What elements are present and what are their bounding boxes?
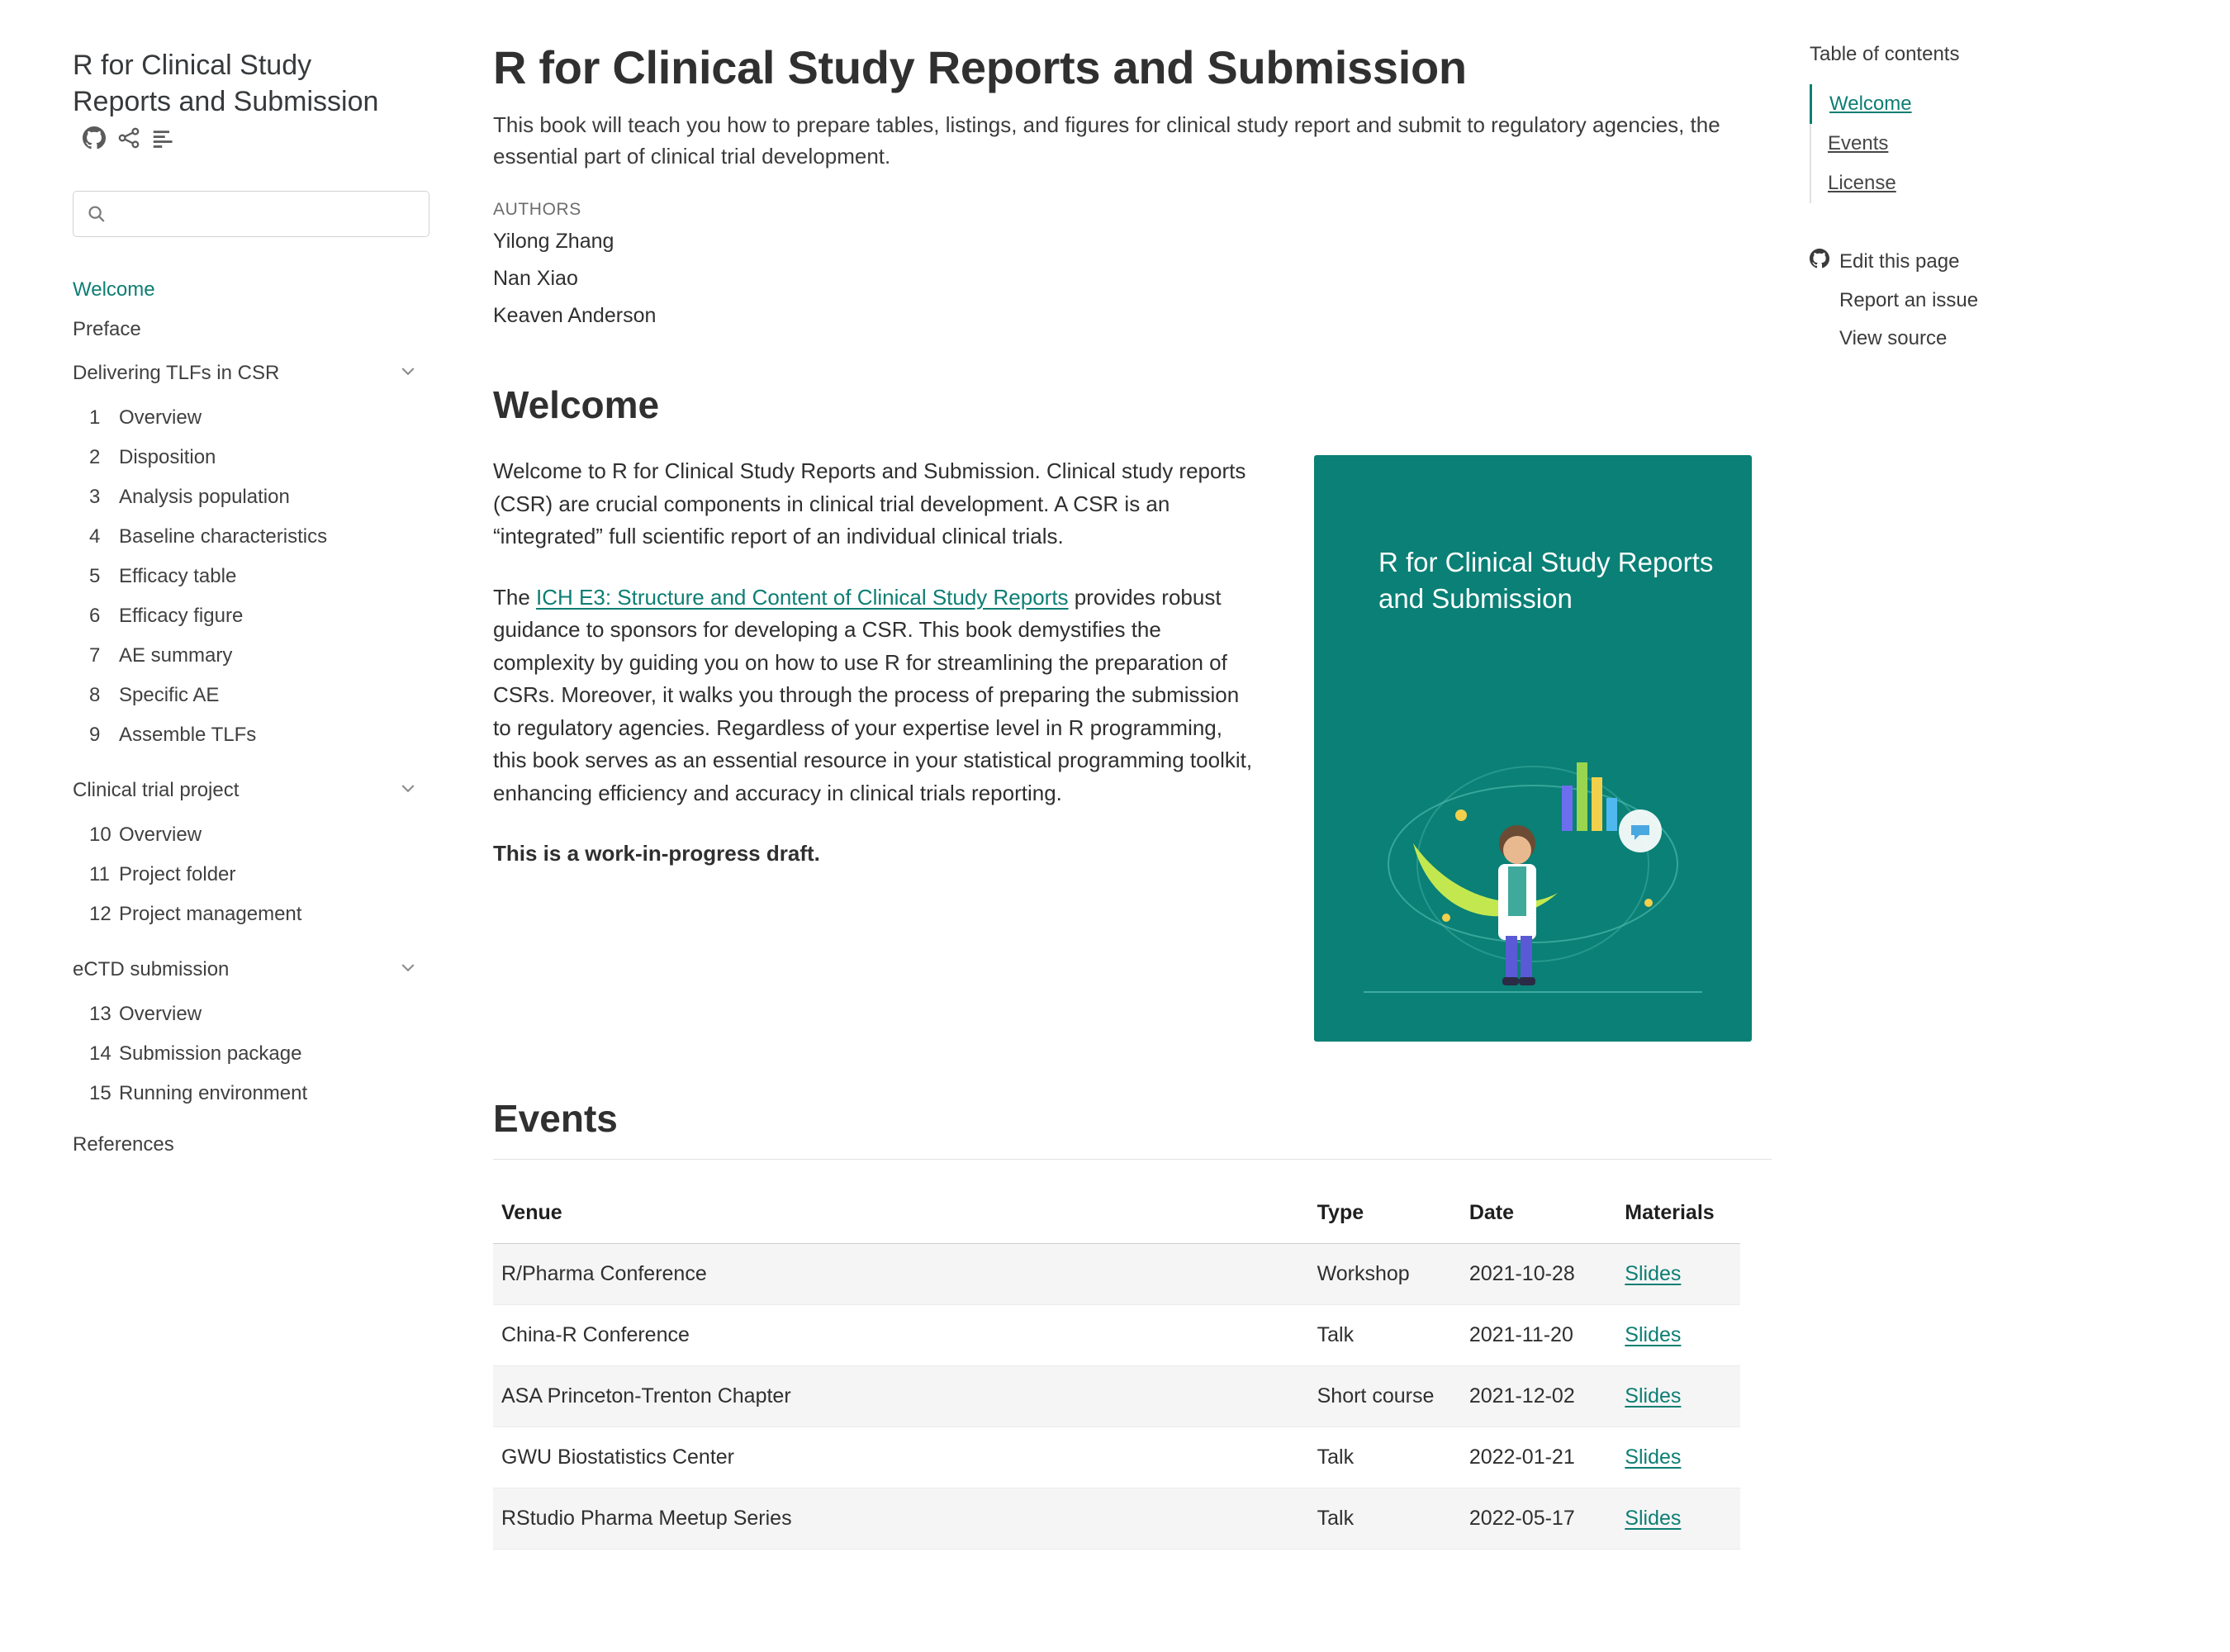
table-of-contents [1772, 0, 2201, 1652]
toc-actions [1810, 241, 2168, 358]
sidebar-group-label: eCTD submission [73, 958, 230, 981]
table-row [493, 1427, 1740, 1488]
sidebar-item-label: Disposition [119, 445, 216, 468]
view-source-action[interactable] [1810, 320, 2168, 358]
cell-date: 2021-11-20 [1461, 1305, 1616, 1366]
column-header-materials: Materials [1616, 1188, 1740, 1244]
chevron-down-icon [398, 957, 418, 983]
cell-venue: GWU Biostatistics Center [493, 1427, 1309, 1488]
sidebar-item-label: Efficacy figure [119, 604, 244, 627]
cell-date: 2021-10-28 [1461, 1244, 1616, 1305]
sidebar-item-ae-summary[interactable] [73, 636, 401, 676]
sidebar-item-analysis-population[interactable] [73, 477, 401, 517]
sidebar-item-project-management[interactable] [73, 895, 401, 934]
cell-materials [1616, 1244, 1740, 1305]
sidebar-item-label: Overview [119, 1002, 202, 1025]
cell-venue: ASA Princeton-Trenton Chapter [493, 1366, 1309, 1427]
column-header-venue: Venue [493, 1188, 1309, 1244]
cover-illustration [1314, 719, 1752, 1042]
sidebar-item-number: 2 [89, 445, 101, 468]
sidebar-item-number: 15 [89, 1081, 112, 1104]
sidebar-group-ectd-submission[interactable] [73, 946, 429, 995]
nav-spacer [73, 755, 401, 767]
column-header-date: Date [1461, 1188, 1616, 1244]
sidebar-item-number: 7 [89, 643, 101, 667]
share-icon[interactable] [117, 126, 140, 150]
sidebar-item-overview-13[interactable] [73, 995, 401, 1034]
sidebar-item-number: 1 [89, 406, 101, 429]
welcome-paragraph-1: Welcome to R for Clinical Study Reports and Submission. Clinical study reports (CSR) are crucial components in clinical trial development. A CSR is an “integrated” full scientific report of an individual clinical trials. [493, 458, 1246, 549]
cell-venue: R/Pharma Conference [493, 1244, 1309, 1305]
sidebar-item-references[interactable] [73, 1125, 401, 1165]
sidebar-item-number: 6 [89, 604, 101, 627]
sidebar-item-label: Efficacy table [119, 564, 237, 587]
sidebar-item-label: Project folder [119, 862, 236, 885]
report-an-issue-action[interactable] [1810, 282, 2168, 320]
search-icon [87, 203, 107, 225]
sidebar-group-clinical-trial-project[interactable] [73, 767, 429, 815]
chevron-down-icon [398, 361, 418, 387]
work-in-progress-note: This is a work-in-progress draft. [493, 841, 820, 866]
sidebar-item-number: 8 [89, 683, 101, 706]
sidebar-item-number: 4 [89, 525, 101, 548]
sidebar-item-overview-10[interactable] [73, 815, 401, 855]
welcome-section [493, 455, 1772, 1042]
toc-label: Table of contents [1810, 43, 1960, 65]
ich-e3-link[interactable]: ICH E3: Structure and Content of Clinical Study Reports [536, 584, 1069, 610]
cell-type: Talk [1309, 1427, 1461, 1488]
cell-materials [1616, 1488, 1740, 1550]
sidebar-item-number: 12 [89, 902, 112, 925]
edit-this-page-action[interactable] [1810, 241, 2168, 282]
page-subtitle: This book will teach you how to prepare tables, listings, and figures for clinical study report and submit to regulatory agencies, the essential part of clinical trial development. [493, 112, 1720, 169]
author-name: Yilong Zhang [493, 230, 614, 254]
cell-date: 2021-12-02 [1461, 1366, 1616, 1427]
title-icon-group [83, 126, 175, 150]
sidebar-group-delivering-tlfs[interactable] [73, 349, 429, 398]
sidebar-item-running-environment[interactable] [73, 1074, 401, 1113]
sidebar-item-label: Specific AE [119, 683, 220, 706]
slides-link[interactable]: Slides [1625, 1384, 1682, 1408]
cell-date: 2022-05-17 [1461, 1488, 1616, 1550]
report-an-issue-label: Report an issue [1839, 289, 1979, 311]
slides-link[interactable]: Slides [1625, 1323, 1682, 1347]
slides-link[interactable]: Slides [1625, 1446, 1682, 1469]
welcome-heading: Welcome [493, 383, 660, 427]
sidebar-item-assemble-tlfs[interactable] [73, 715, 401, 755]
toc-link-license[interactable]: License [1828, 172, 1896, 194]
table-row [493, 1488, 1740, 1550]
cell-venue: RStudio Pharma Meetup Series [493, 1488, 1309, 1550]
sidebar-item-number: 13 [89, 1002, 112, 1025]
sidebar-item-number: 3 [89, 485, 101, 508]
sidebar-item-label: Baseline characteristics [119, 525, 328, 548]
nav-spacer [73, 934, 401, 946]
toc-link-welcome[interactable]: Welcome [1810, 84, 2168, 124]
sidebar-item-label: Overview [119, 823, 202, 846]
slides-link[interactable]: Slides [1625, 1262, 1682, 1286]
sidebar-item-label: Submission package [119, 1042, 302, 1065]
cell-materials [1616, 1366, 1740, 1427]
edit-this-page-label: Edit this page [1839, 249, 1960, 273]
sidebar-item-overview-1[interactable] [73, 398, 401, 438]
cell-type: Short course [1309, 1366, 1461, 1427]
sidebar-item-label: Analysis population [119, 485, 290, 508]
cell-type: Talk [1309, 1488, 1461, 1550]
sidebar-item-number: 10 [89, 823, 112, 846]
column-header-type: Type [1309, 1188, 1461, 1244]
welcome-paragraph-2 [493, 582, 1261, 810]
cell-type: Workshop [1309, 1244, 1461, 1305]
events-table-head [493, 1188, 1740, 1244]
sidebar-item-number: 14 [89, 1042, 112, 1065]
para2-post: provides robust guidance to sponsors for developing a CSR. This book demystifies the complexity by guiding you on how to use R for streamlining the preparation of CSRs. Moreover, it walks you through the process of preparing the submission to regulatory agencies. Regardless of your expertise level in R programming, this book serves as an essential resource in your statistical programming toolkit, enhancing efficiency and accuracy in clinical trials reporting. [493, 584, 1253, 805]
events-table-body [493, 1244, 1740, 1550]
book-title [73, 48, 401, 156]
sidebar-item-submission-package[interactable] [73, 1034, 401, 1074]
chevron-down-icon [398, 778, 418, 804]
sidebar-item-efficacy-figure[interactable] [73, 596, 401, 636]
list-icon[interactable] [152, 126, 175, 150]
events-table [493, 1188, 1740, 1550]
search-box[interactable] [73, 191, 429, 237]
slides-link[interactable]: Slides [1625, 1507, 1682, 1531]
main-content [450, 0, 1772, 1652]
table-row [493, 1244, 1740, 1305]
cell-venue: China-R Conference [493, 1305, 1309, 1366]
para2-pre: The [493, 584, 537, 610]
sidebar-item-number: 9 [89, 723, 101, 746]
sidebar-item-specific-ae[interactable] [73, 676, 401, 715]
table-row [493, 1305, 1740, 1366]
sidebar-group-label: Clinical trial project [73, 779, 240, 802]
github-icon [1810, 249, 1829, 274]
cell-type: Talk [1309, 1305, 1461, 1366]
sidebar-item-efficacy-table[interactable] [73, 557, 401, 596]
sidebar-item-label: References [73, 1132, 174, 1156]
sidebar-item-label: Preface [73, 317, 141, 340]
author-name: Nan Xiao [493, 267, 578, 291]
nav-spacer [73, 1113, 401, 1125]
sidebar-nav [73, 270, 401, 1165]
sidebar-item-number: 11 [89, 862, 110, 885]
sidebar-item-label: AE summary [119, 643, 233, 667]
cell-materials [1616, 1305, 1740, 1366]
sidebar-item-baseline-characteristics[interactable] [73, 517, 401, 557]
search-input[interactable] [115, 202, 415, 225]
book-cover-image [1314, 455, 1752, 1042]
authors-label: AUTHORS [493, 200, 581, 220]
page-title: R for Clinical Study Reports and Submission [493, 41, 1467, 93]
table-header-row [493, 1188, 1740, 1244]
github-icon[interactable] [83, 126, 106, 150]
sidebar-item-welcome[interactable] [73, 270, 401, 310]
cover-title: R for Clinical Study Reports and Submission [1378, 547, 1714, 614]
sidebar [0, 0, 450, 1652]
events-heading: Events [493, 1096, 1772, 1160]
sidebar-item-preface[interactable] [73, 310, 401, 349]
sidebar-item-number: 5 [89, 564, 101, 587]
sidebar-group-label: Delivering TLFs in CSR [73, 362, 280, 385]
cell-date: 2022-01-21 [1461, 1427, 1616, 1488]
sidebar-item-label: Running environment [119, 1081, 308, 1104]
table-row [493, 1366, 1740, 1427]
view-source-label: View source [1839, 327, 1948, 349]
sidebar-item-label: Project management [119, 902, 302, 925]
sidebar-item-disposition[interactable] [73, 438, 401, 477]
cell-materials [1616, 1427, 1740, 1488]
sidebar-item-label: Overview [119, 406, 202, 429]
author-name: Keaven Anderson [493, 304, 657, 328]
toc-list [1810, 84, 2168, 203]
book-title-text: R for Clinical Study Reports and Submission [73, 50, 379, 117]
sidebar-item-label: Assemble TLFs [119, 723, 257, 746]
welcome-text [493, 455, 1261, 899]
toc-link-events[interactable]: Events [1828, 132, 1889, 154]
sidebar-item-project-folder[interactable] [73, 855, 401, 895]
sidebar-item-label: Welcome [73, 278, 155, 301]
